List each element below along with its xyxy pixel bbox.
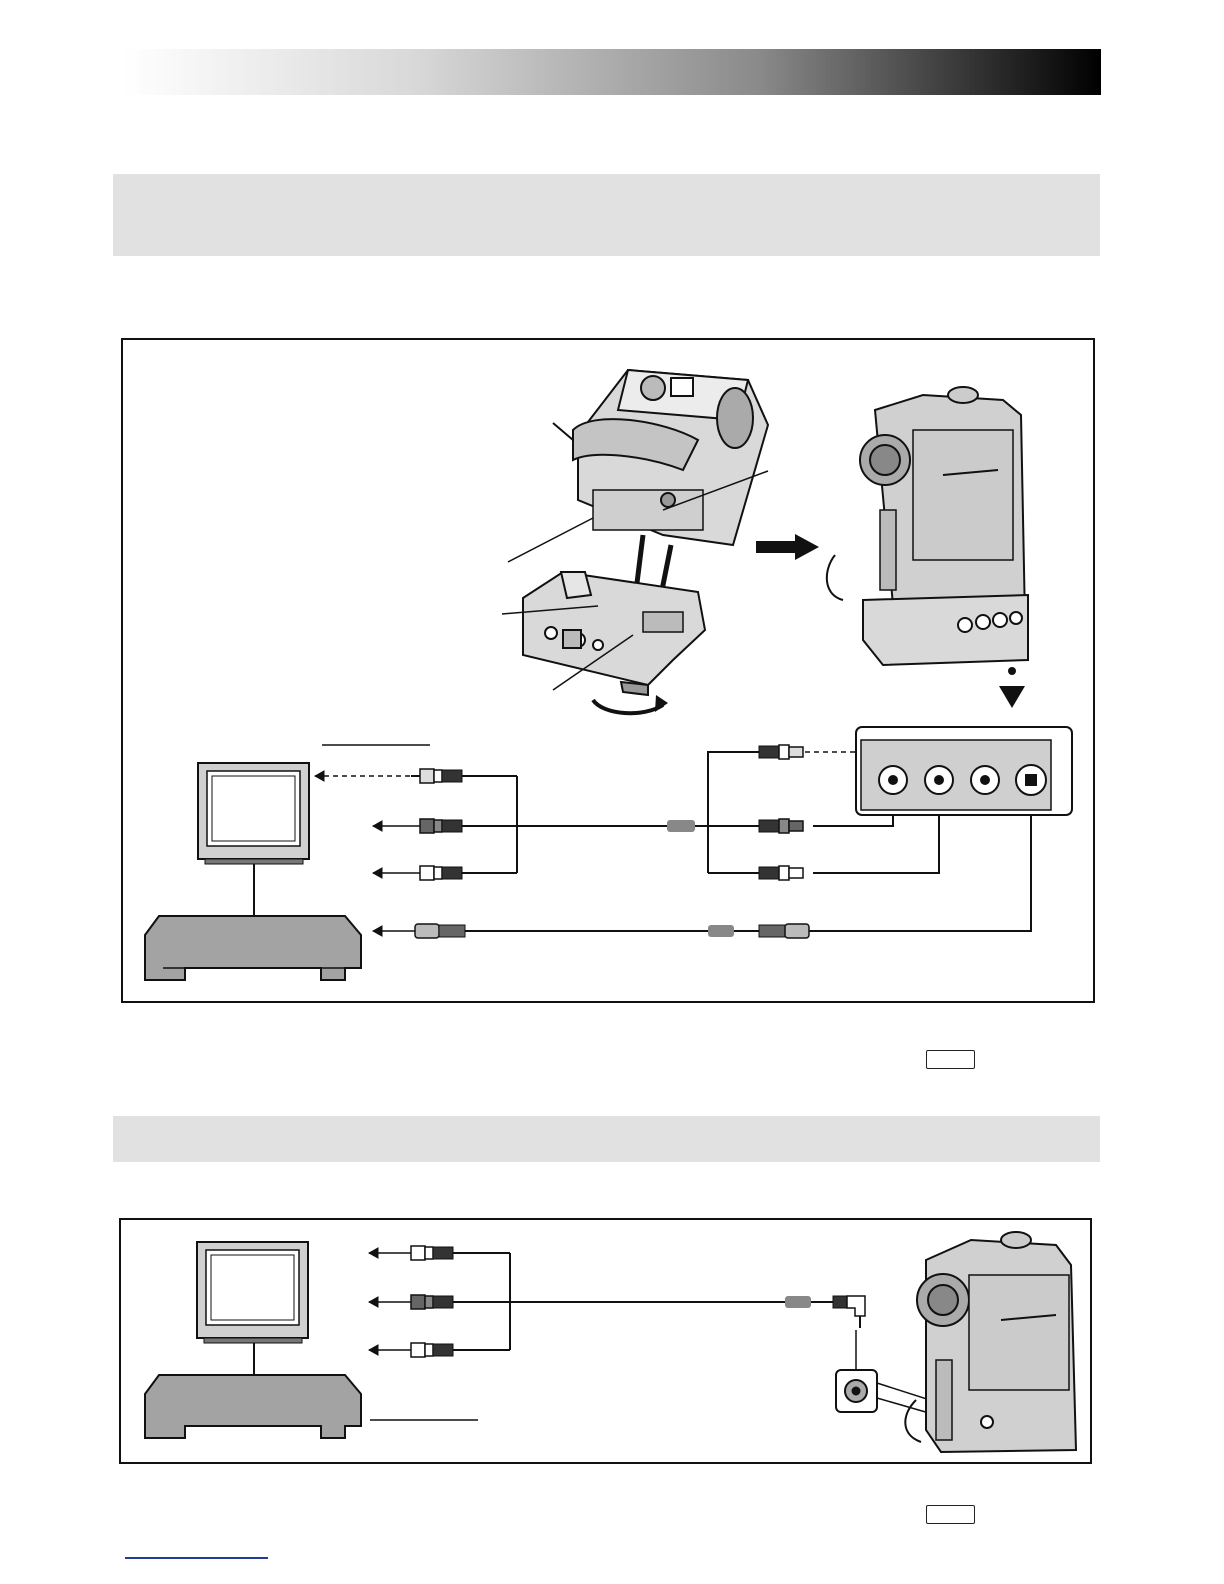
connection-diagram-docking bbox=[121, 338, 1095, 1003]
footer-link-underline bbox=[125, 1557, 268, 1559]
camcorder-side-view bbox=[905, 1232, 1076, 1452]
section-header-band-1 bbox=[113, 174, 1100, 256]
page-reference-box bbox=[926, 1050, 975, 1069]
section-header-band-2 bbox=[113, 1116, 1100, 1162]
tv-monitor bbox=[197, 1242, 308, 1375]
diagram-1-svg bbox=[123, 340, 1093, 1001]
page-reference-box bbox=[926, 1505, 975, 1524]
camcorder-docked bbox=[827, 387, 1028, 665]
tv-monitor bbox=[198, 763, 309, 916]
docking-jack-panel bbox=[856, 727, 1072, 815]
docking-station bbox=[523, 572, 705, 695]
av-cable-bundle bbox=[369, 1246, 865, 1390]
connection-diagram-direct bbox=[119, 1218, 1092, 1464]
arrow-right-icon bbox=[756, 534, 819, 560]
rotate-arrow-icon bbox=[593, 700, 663, 713]
vcr bbox=[145, 916, 361, 980]
camcorder-top-view bbox=[553, 370, 768, 545]
diagram-2-svg bbox=[121, 1220, 1090, 1462]
vcr bbox=[145, 1375, 361, 1438]
header-gradient-bar bbox=[123, 49, 1101, 95]
